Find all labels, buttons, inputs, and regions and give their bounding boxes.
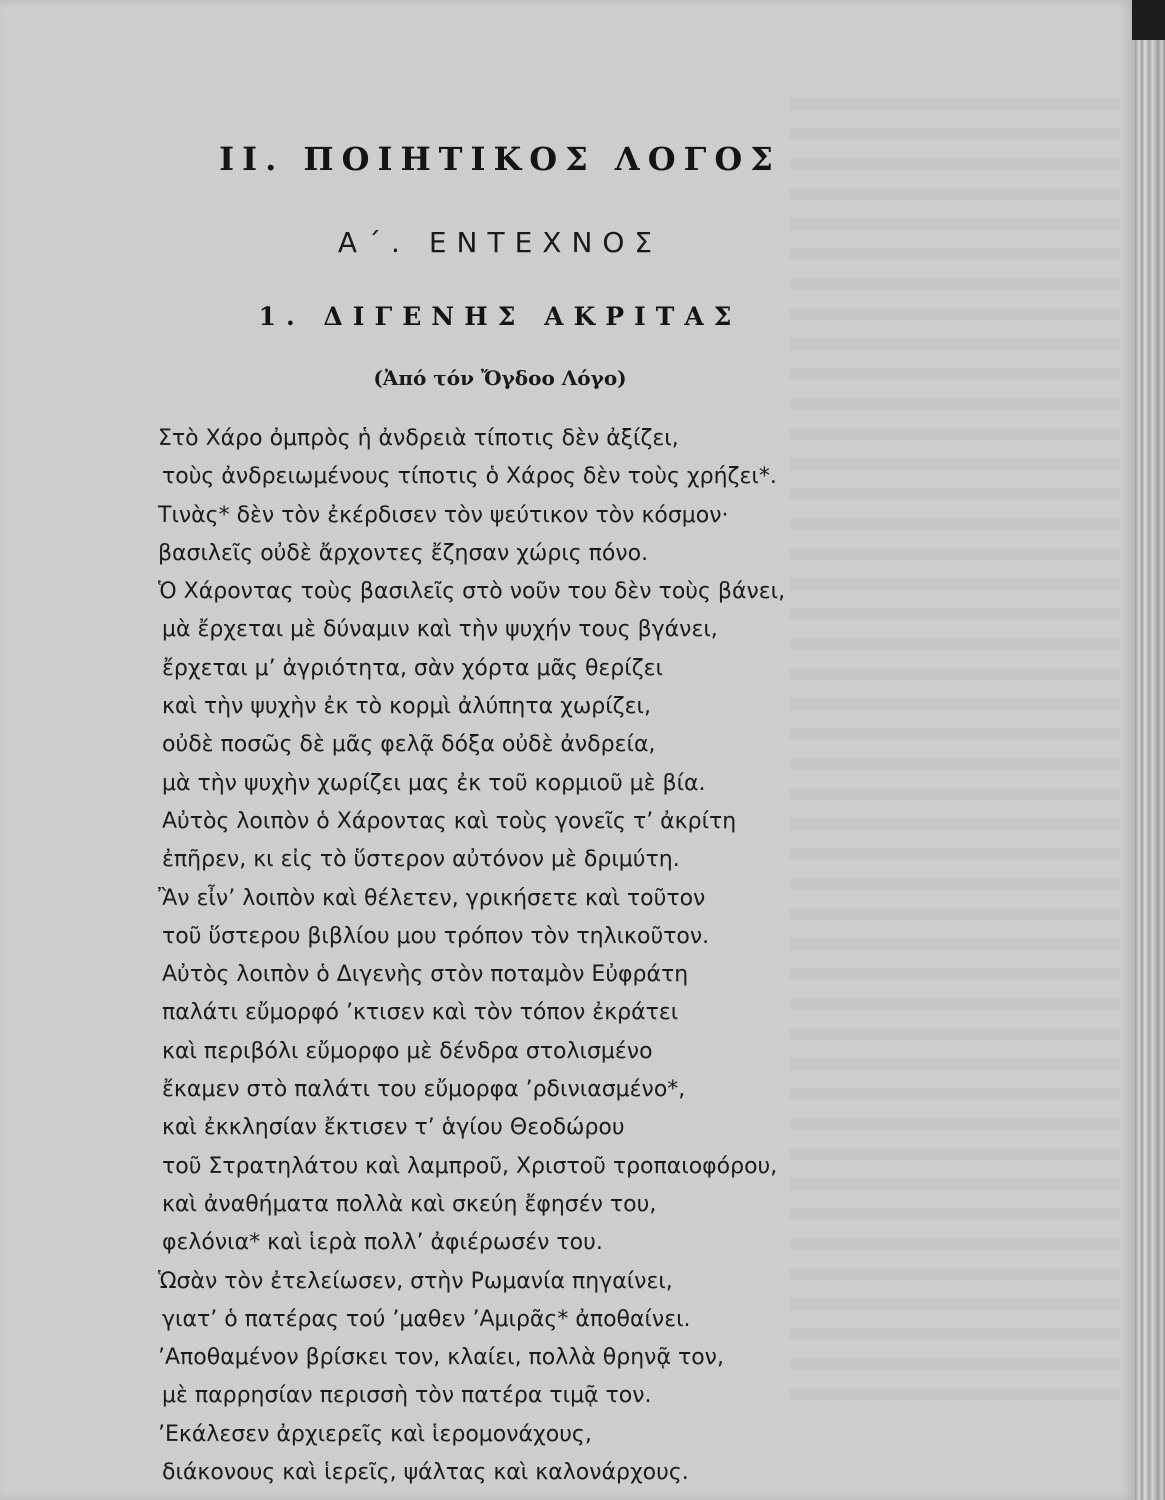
verse-line: ἐπῆρεν, κι εἰς τὸ ὕστερον αὐτόνον μὲ δριμύτη. [162,847,680,873]
scan-corner-mark [1132,0,1165,40]
verse-line: βασιλεῖς οὐδὲ ἄρχοντες ἔζησαν χώρις πόνο. [158,540,649,566]
verse-line: Ὁ Χάροντας τοὺς βασιλεῖς στὸ νοῦν του δὲν τοὺς βάνει, [158,579,786,605]
verse-line: τοῦ Στρατηλάτου καὶ λαμπροῦ, Χριστοῦ τροπαιοφόρου, [162,1153,778,1179]
verse-line: Αὐτὸς λοιπὸν ὁ Χάροντας καὶ τοὺς γονεῖς τ’ ἀκρίτη [162,808,737,834]
part-heading: ΙΙ. ΠΟΙΗΤΙΚΟΣ ΛΟΓΟΣ [219,140,781,178]
verse-line: γιατ’ ὁ πατέρας τού ’μαθεν ’Αμιρᾶς* ἀποθαίνει. [162,1306,691,1332]
poem-verses [158,420,878,1492]
verse-line: καὶ περιβόλι εὔμορφο μὲ δένδρα στολισμένο [162,1038,653,1064]
verse-line: Ἂν εἶν’ λοιπὸν καὶ θέλετεν, γρικήσετε καὶ τοῦτον [158,885,706,911]
verse-line: μὰ τὴν ψυχὴν χωρίζει μας ἐκ τοῦ κορμιοῦ μὲ βία. [162,770,706,796]
page-stack-edge [1135,0,1165,1500]
verse-line: μὲ παρρησίαν περισσὴ τὸν πατέρα τιμᾷ τον. [162,1383,652,1409]
verse-line: ’Αποθαμένον βρίσκει τον, κλαίει, πολλὰ θρηνᾷ τον, [158,1345,724,1371]
chapter-heading: 1. ΔΙΓΕΝΗΣ ΑΚΡΙΤΑΣ [258,302,742,331]
verse-line: τοὺς ἀνδρειωμένους τίποτις ὁ Χάρος δὲν τοὺς χρήζει*. [162,464,777,490]
verse-line: παλάτι εὔμορφό ’κτισεν καὶ τὸν τόπον ἐκράτει [162,1000,679,1026]
verse-line: τοῦ ὕστερου βιβλίου μου τρόπον τὸν τηλικοῦτον. [162,923,710,949]
verse-line: φελόνια* καὶ ἱερὰ πολλ’ ἀφιέρωσέν του. [162,1230,603,1256]
verse-line: καὶ ἀναθήματα πολλὰ καὶ σκεύη ἔφησέν του, [162,1191,657,1217]
verse-line: Αὐτὸς λοιπὸν ὁ Διγενὴς στὸν ποταμὸν Εὐφράτη [162,962,689,988]
verse-line: διάκονους καὶ ἱερεῖς, ψάλτας καὶ καλονάρχους. [162,1460,689,1486]
verse-line: καὶ τὴν ψυχὴν ἐκ τὸ κορμὶ ἀλύπητα χωρίζει, [162,694,651,720]
source-subtitle: (Ἀπό τόν Ὄγδοο Λόγο) [373,366,627,390]
verse-line: ’Εκάλεσεν ἀρχιερεῖς καὶ ἱερομονάχους, [158,1421,592,1447]
verse-line: Τινὰς* δὲν τὸν ἐκέρδισεν τὸν ψεύτικον τὸν κόσμον· [158,502,729,528]
verse-line: οὐδὲ ποσῶς δὲ μᾶς φελᾷ δόξα οὐδὲ ἀνδρεία, [162,732,656,758]
verse-line: ἔκαμεν στὸ παλάτι του εὔμορφα ’ρδινιασμένο*, [162,1077,686,1103]
verse-line: Ὡσὰν τὸν ἐτελείωσεν, στὴν Ρωμανία πηγαίνει, [158,1268,673,1294]
verse-line: ἔρχεται μ’ ἀγριότητα, σὰν χόρτα μᾶς θερίζει [162,655,664,681]
verse-line: καὶ ἐκκλησίαν ἔκτισεν τ’ ἁγίου Θεοδώρου [162,1115,625,1141]
verse-line: Στὸ Χάρο ὀμπρὸς ἡ ἀνδρειὰ τίποτις δὲν ἀξίζει, [158,426,679,451]
section-heading: Α΄. ΕΝΤΕΧΝΟΣ [337,226,663,259]
verse-line: μὰ ἔρχεται μὲ δύναμιν καὶ τὴν ψυχήν τους βγάνει, [162,617,718,643]
